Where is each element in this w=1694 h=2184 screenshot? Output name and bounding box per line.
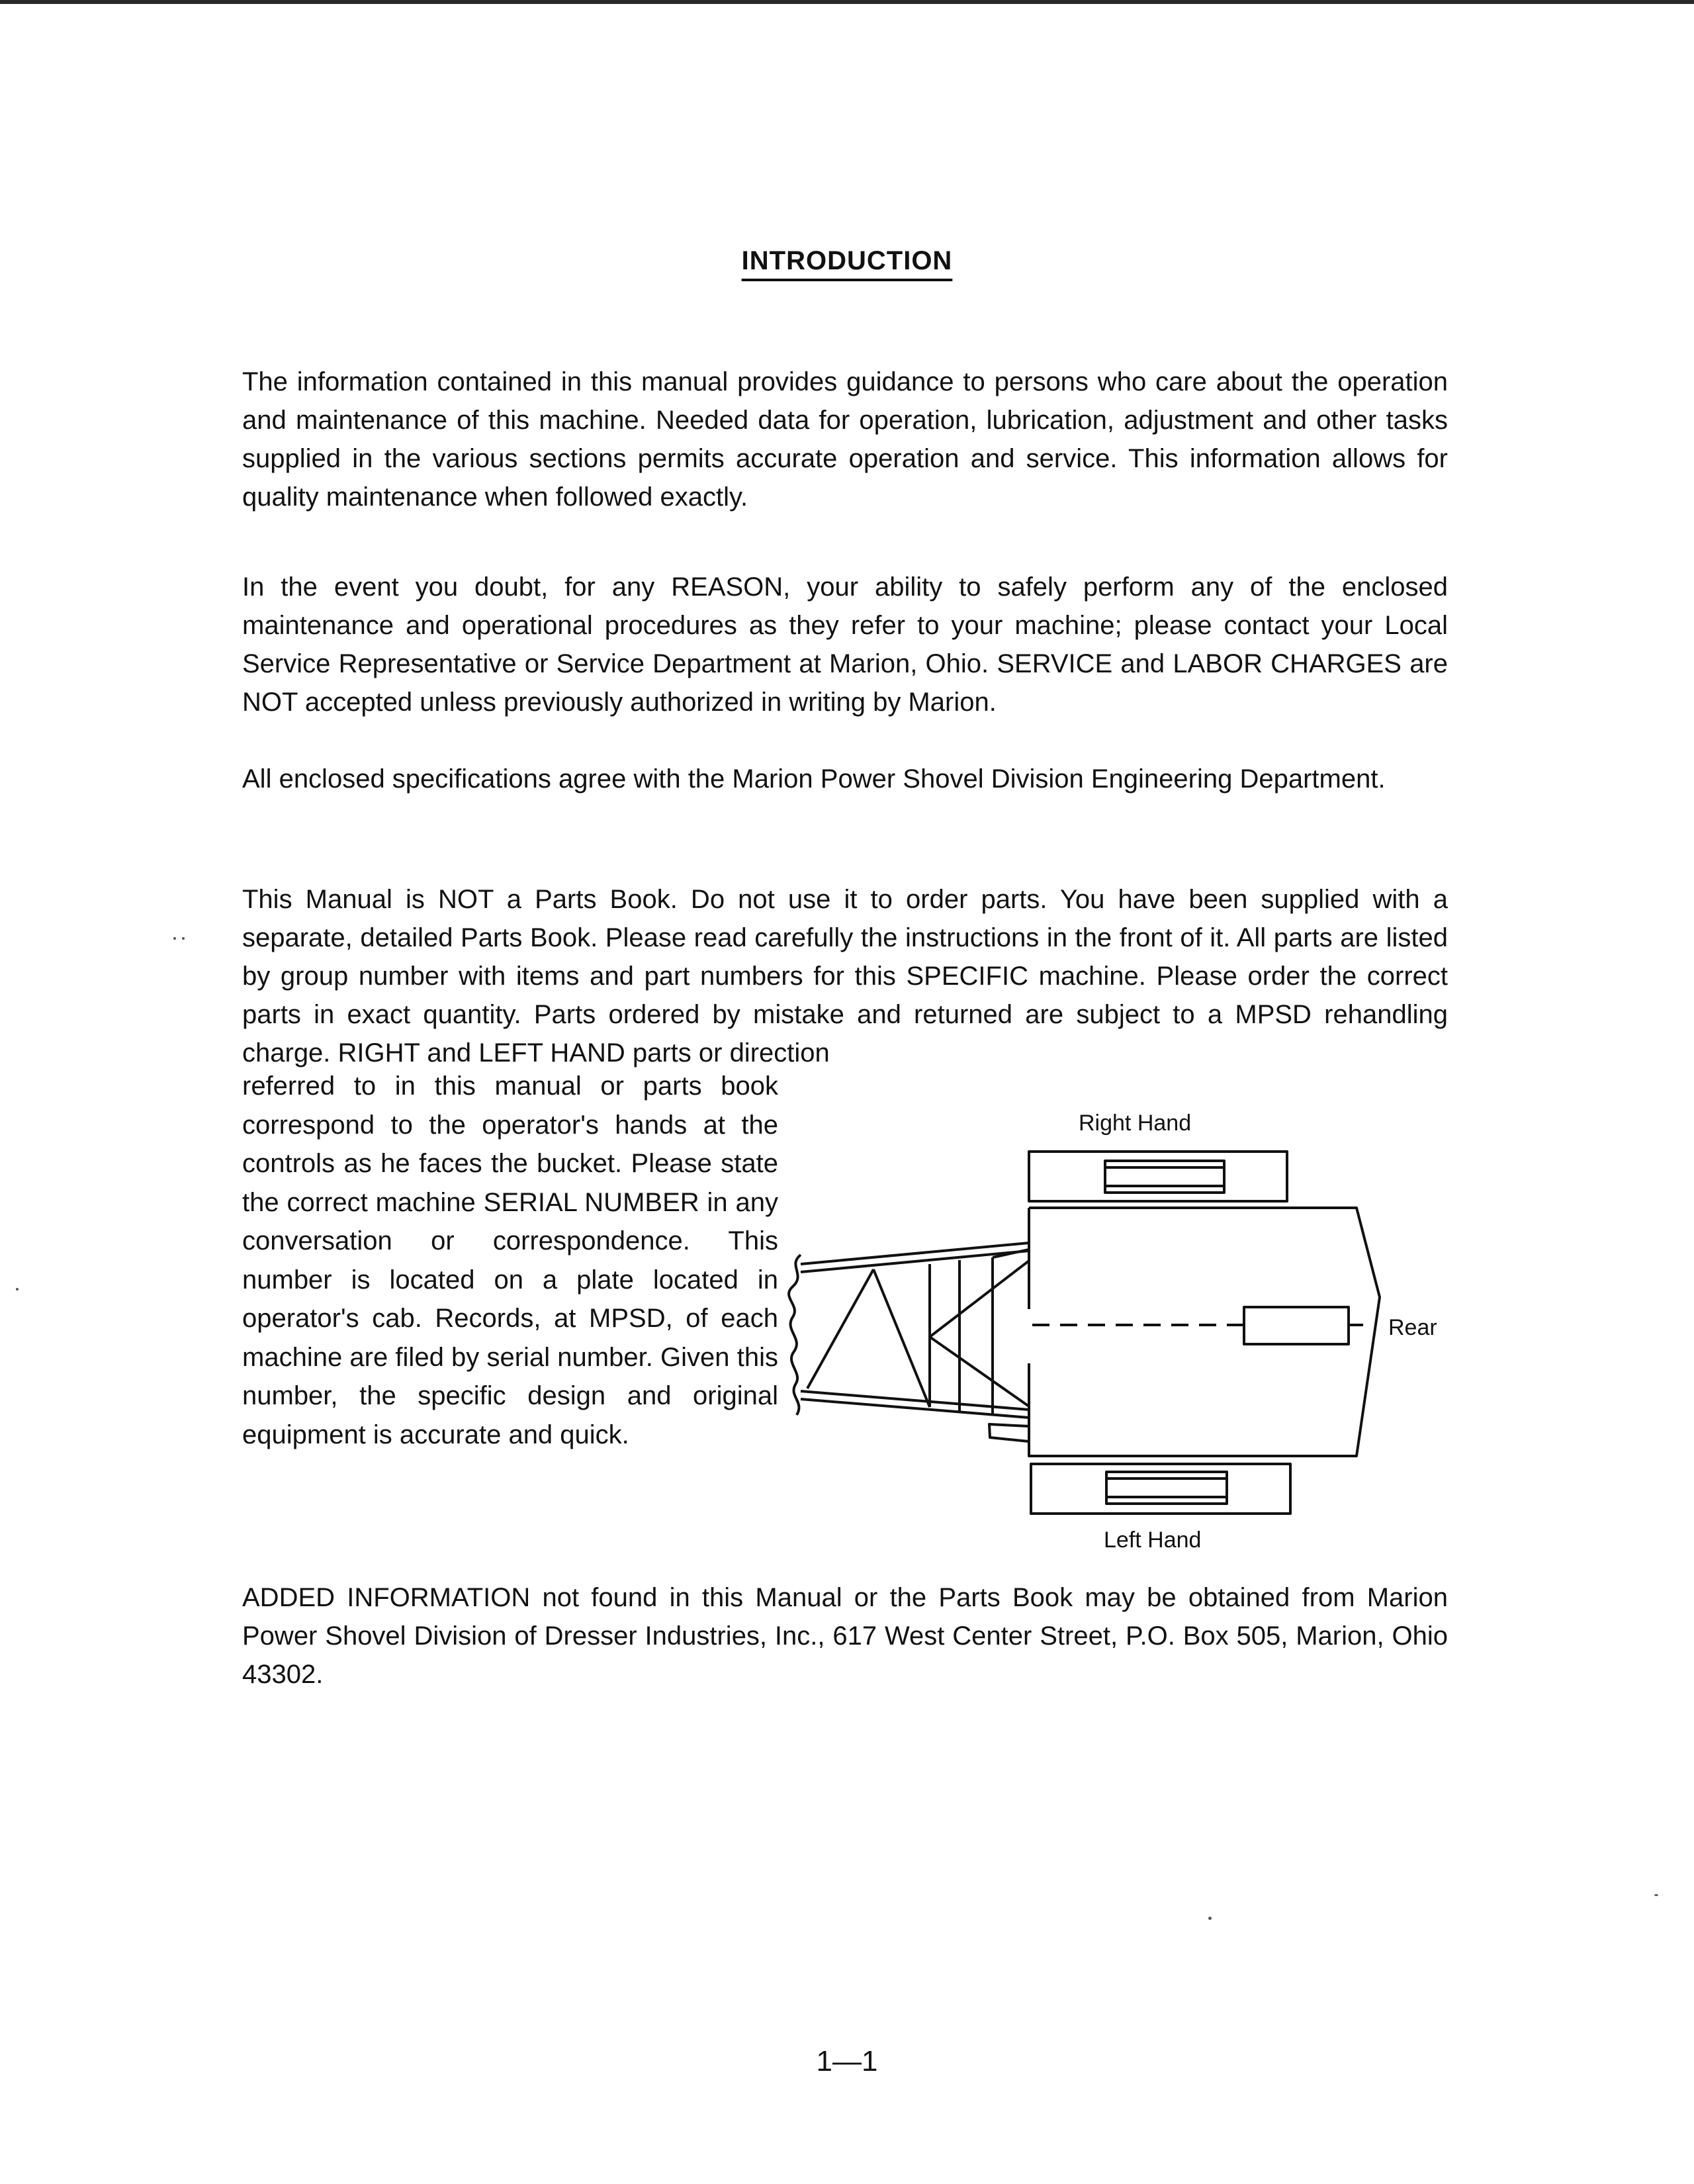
intro-paragraph: The information contained in this manual provides guidance to persons who care about the operation and maintenance of this machine. Needed data for operation, lubrication, adjustment and other tasks supplied in the various sections permits accurate operation and service. This information allows for quality maintenance when followed exactly. [242, 367, 1448, 512]
page-title: INTRODUCTION [741, 246, 953, 275]
right-crawler-pad [1105, 1161, 1224, 1193]
machine-orientation-diagram [781, 1099, 1456, 1562]
scan-speck [182, 937, 185, 940]
added-information-paragraph: ADDED INFORMATION not found in this Manual or the Parts Book may be obtained from Marion Power Shovel Division of Dresser Industries, Inc., 617 West Center Street, P.O. Box 505, Marion, Ohio 43302. [242, 1583, 1448, 1689]
scan-speck [16, 1288, 19, 1291]
left-crawler-pad [1106, 1472, 1227, 1504]
scan-speck [1208, 1917, 1212, 1920]
scan-speck [1654, 1894, 1658, 1896]
page-number: 1—1 [816, 2045, 878, 2077]
specifications-paragraph: All enclosed specifications agree with the Marion Power Shovel Division Engineering Department. [242, 764, 1386, 794]
scan-speck [173, 937, 176, 940]
serial-number-paragraph: referred to in this manual or parts book correspond to the operator's hands at the controls as he faces the bucket. Please state the correct machine SERIAL NUMBER in any conversation or correspondence. This number is located on a plate located in operator's cab. Records, at MPSD, of each machine are filed by serial number. Given this number, the specific design and original equipment is accurate and quick. [242, 1071, 778, 1449]
label-rear: Rear [1388, 1315, 1437, 1340]
service-paragraph: In the event you doubt, for any REASON, your ability to safely perform any of the enclosed maintenance and operational procedures as they refer to your machine; please contact your Local Service Representative or Service Department at Marion, Ohio. SERVICE and LABOR CHARGES are NOT accepted unless previously authorized in writing by Marion. [242, 572, 1448, 717]
label-right-hand: Right Hand [1079, 1111, 1192, 1136]
parts-book-paragraph: This Manual is NOT a Parts Book. Do not use it to order parts. You have been supplied with a separate, detailed Parts Book. Please read carefully the instructions in the front of it. All parts are listed by group number with items and part numbers for this SPECIFIC machine. Please order the correct parts in exact quantity. Parts ordered by mistake and returned are subject to a MPSD rehandling charge. RIGHT and LEFT HAND parts or direction [242, 885, 1448, 1068]
machine-body-outline [989, 1208, 1380, 1456]
label-left-hand: Left Hand [1104, 1527, 1202, 1553]
top-edge-rule [0, 0, 1694, 4]
boom-break-line [789, 1255, 801, 1415]
boom-outline [801, 1243, 1029, 1418]
counterweight-box [1244, 1307, 1349, 1344]
